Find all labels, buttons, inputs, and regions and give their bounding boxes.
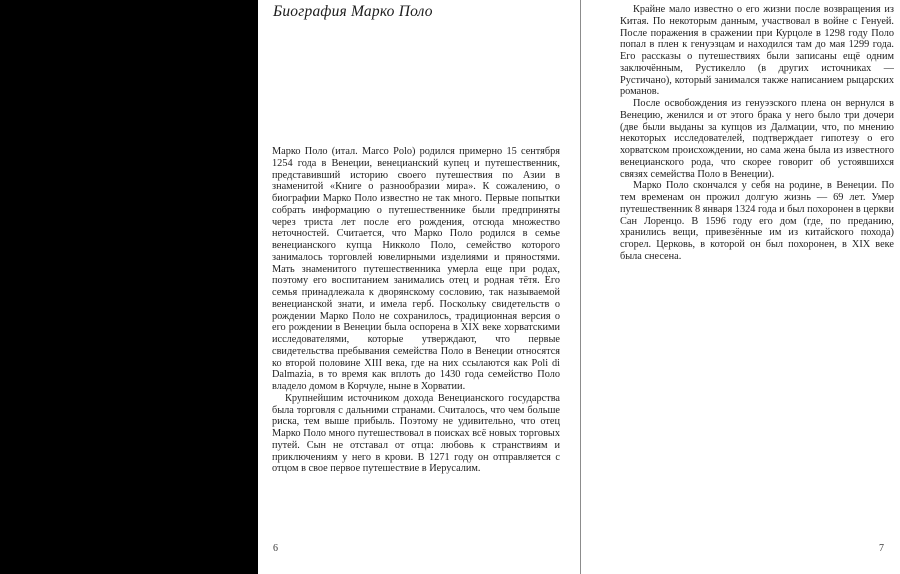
paragraph: Марко Поло скончался у себя на родине, в Венеции. По тем временам он прожил долгую жизнь — 69 лет. Умер путешественник 8 января 1324 года и был похоронен в церкви Сан Лоренцо. В 1596 году его дом (где, по преданию, хранились вещи, привезённые им из китайского похода) сгорел. Церковь, в которой он был похоронен, в XIX веке была снесена. xyxy=(620,180,894,262)
paragraph: После освобождения из генуэзского плена он вернулся в Венецию, женился и от этого брака у него было три дочери (две были выданы за купцов из Далмации, что, по мнению некоторых исследователей, подтверждает гипотезу о его хорватском происхождении, но сама жена была из известного венецианского рода, что скорее говорит об устоявшихся связях семейства Поло в Венеции). xyxy=(620,98,894,180)
page-left xyxy=(258,0,580,574)
page-right xyxy=(581,0,900,574)
left-text-block xyxy=(272,146,560,475)
paragraph: Марко Поло (итал. Marco Polo) родился примерно 15 сентября 1254 года в Венеции, венецианский купец и путешественник, представивший историю своего путешествия по Азии в знаменитой «Книге о разнообразии мира». К сожалению, о биографии Марко Поло известно не так много. Первые попытки собрать информацию о путешественнике были предприняты через триста лет после его рождения, отсюда множество неточностей. Считается, что Марко Поло родился в семье венецианского купца Никколо Поло, семейство которого занималось торговлей ювелирными изделиями и пряностями. Мать знаменитого путешественника умерла еще при родах, поэтому его воспитанием занимались отец и родная тётя. Его семья принадлежала к дворянскому сословию, так называемой венецианской знати, и имела герб. Поскольку свидетельств о рождении Марко Поло не сохранилось, традиционная версия о его рождении в Венеции была оспорена в XIX веке хорватскими исследователями, которые утверждают, что первые свидетельства пребывания семейства Поло в Венеции относятся ко второй половине XIII века, где на них ссылаются как Poli di Dalmazia, в то время как вплоть до 1430 года семейство Поло владело домом в Корчуле, ныне в Хорватии. xyxy=(272,146,560,392)
left-photo-panel xyxy=(0,0,258,574)
page-number-left: 6 xyxy=(273,543,278,554)
chapter-title: Биография Марко Поло xyxy=(273,3,433,20)
paragraph: Крайне мало известно о его жизни после возвращения из Китая. По некоторым данным, участвовал в войне с Генуей. После поражения в сражении при Курцоле в 1298 году Поло попал в плен к генуэзцам и находился там до мая 1299 года. Его рассказы о путешествиях были записаны ещё одним заключённым, Рустикелло (в других источниках — Рустичано), который занимался также написанием рыцарских романов. xyxy=(620,4,894,98)
paragraph: Крупнейшим источником дохода Венецианского государства была торговля с дальними странами. Считалось, что чем больше риска, тем выше прибыль. Поэтому не удивительно, что отец Марко Поло много путешествовал в поисках всё новых торговых путей. Сын не отставал от отца: любовь к странствиям и приключениям у него в крови. В 1271 году он отправляется с отцом в свое первое путешествие в Иерусалим. xyxy=(272,392,560,475)
right-text-block xyxy=(620,4,894,263)
page-number-right: 7 xyxy=(879,543,884,554)
